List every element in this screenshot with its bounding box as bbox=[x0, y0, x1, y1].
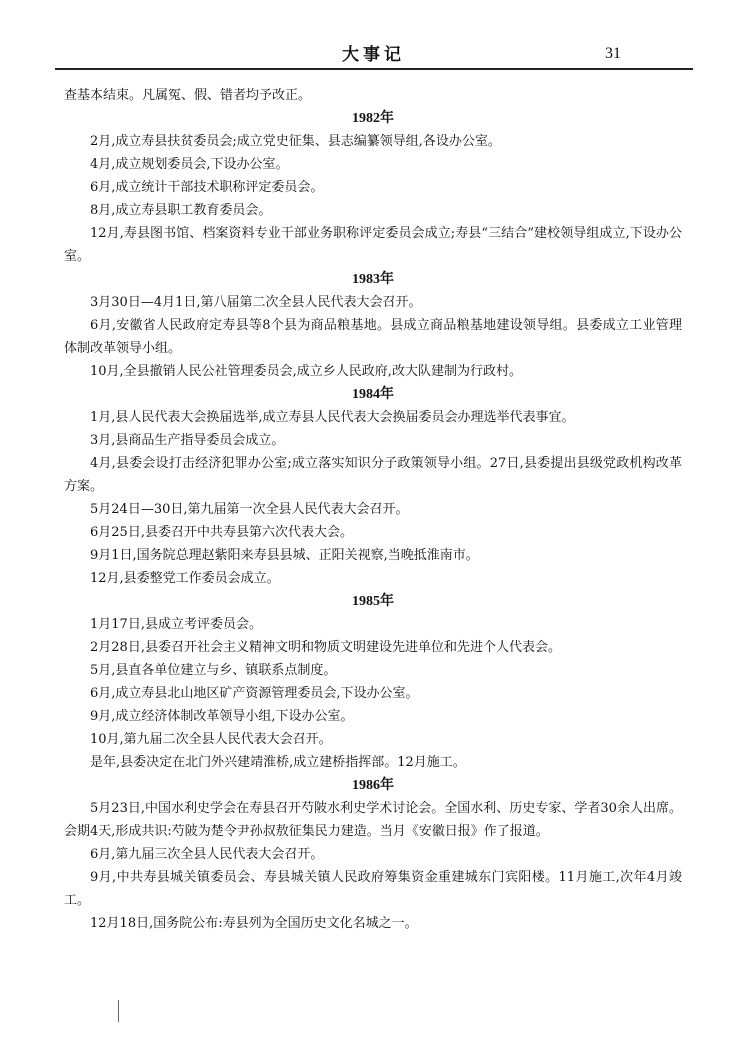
year-heading-1985: 1985年 bbox=[352, 594, 394, 609]
year-heading-1983: 1983年 bbox=[352, 272, 394, 287]
entry: 10月,全县撤销人民公社管理委员会,成立乡人民政府,改大队建制为行政村。 bbox=[90, 364, 522, 379]
running-title: 大事记 bbox=[342, 45, 405, 65]
entry: 12月,寿县图书馆、档案资料专业干部业务职称评定委员会成立;寿县“三结合”建校领导组成立,下设办公室。 bbox=[64, 226, 682, 264]
entry: 2月28日,县委召开社会主义精神文明和物质文明建设先进单位和先进个人代表会。 bbox=[90, 640, 561, 655]
entry: 9月,中共寿县城关镇委员会、寿县城关镇人民政府筹集资金重建城东门宾阳楼。11月施工,次年4月竣工。 bbox=[64, 870, 682, 908]
entry: 1月17日,县成立考评委员会。 bbox=[90, 617, 262, 632]
document-body bbox=[64, 84, 682, 935]
entry: 9月1日,国务院总理赵紫阳来寿县县城、正阳关视察,当晚抵淮南市。 bbox=[90, 548, 479, 563]
entry: 6月,第九届三次全县人民代表大会召开。 bbox=[90, 847, 324, 862]
year-heading-1982: 1982年 bbox=[352, 111, 394, 126]
header-rule bbox=[55, 68, 693, 70]
entry: 3月,县商品生产指导委员会成立。 bbox=[90, 433, 285, 448]
scan-margin-mark bbox=[118, 1000, 119, 1022]
entry: 8月,成立寿县职工教育委员会。 bbox=[90, 203, 272, 218]
entry: 1月,县人民代表大会换届选举,成立寿县人民代表大会换届委员会办理选举代表事宜。 bbox=[90, 410, 575, 425]
year-heading-1986: 1986年 bbox=[352, 778, 394, 793]
page-header bbox=[0, 0, 747, 78]
entry: 6月,成立统计干部技术职称评定委员会。 bbox=[90, 180, 324, 195]
entry: 2月,成立寿县扶贫委员会;成立党史征集、县志编纂领导组,各设办公室。 bbox=[90, 134, 501, 149]
entry: 4月,成立规划委员会,下设办公室。 bbox=[90, 157, 289, 172]
page-number: 31 bbox=[605, 45, 621, 62]
entry: 是年,县委决定在北门外兴建靖淮桥,成立建桥指挥部。12月施工。 bbox=[90, 755, 466, 770]
entry: 5月24日—30日,第九届第一次全县人民代表大会召开。 bbox=[90, 502, 409, 517]
intro-line: 查基本结束。凡属冤、假、错者均予改正。 bbox=[64, 88, 312, 103]
entry: 12月18日,国务院公布:寿县列为全国历史文化名城之一。 bbox=[90, 916, 418, 931]
entry: 6月,安徽省人民政府定寿县等8个县为商品粮基地。县成立商品粮基地建设领导组。县委成立工业管理体制改革领导小组。 bbox=[64, 318, 682, 356]
entry: 6月25日,县委召开中共寿县第六次代表大会。 bbox=[90, 525, 353, 540]
entry: 5月23日,中国水利史学会在寿县召开芍陂水利史学术讨论会。全国水利、历史专家、学者30余人出席。会期4天,形成共识:芍陂为楚令尹孙叔敖征集民力建造。当月《安徽日报》作了报道。 bbox=[64, 801, 682, 839]
entry: 5月,县直各单位建立与乡、镇联系点制度。 bbox=[90, 663, 337, 678]
entry: 6月,成立寿县北山地区矿产资源管理委员会,下设办公室。 bbox=[90, 686, 419, 701]
entry: 10月,第九届二次全县人民代表大会召开。 bbox=[90, 732, 332, 747]
entry: 9月,成立经济体制改革领导小组,下设办公室。 bbox=[90, 709, 354, 724]
entry: 12月,县委整党工作委员会成立。 bbox=[90, 571, 280, 586]
year-heading-1984: 1984年 bbox=[352, 387, 394, 402]
entry: 4月,县委会设打击经济犯罪办公室;成立落实知识分子政策领导小组。27日,县委提出县级党政机构改革方案。 bbox=[64, 456, 682, 494]
entry: 3月30日—4月1日,第八届第二次全县人民代表大会召开。 bbox=[90, 295, 422, 310]
